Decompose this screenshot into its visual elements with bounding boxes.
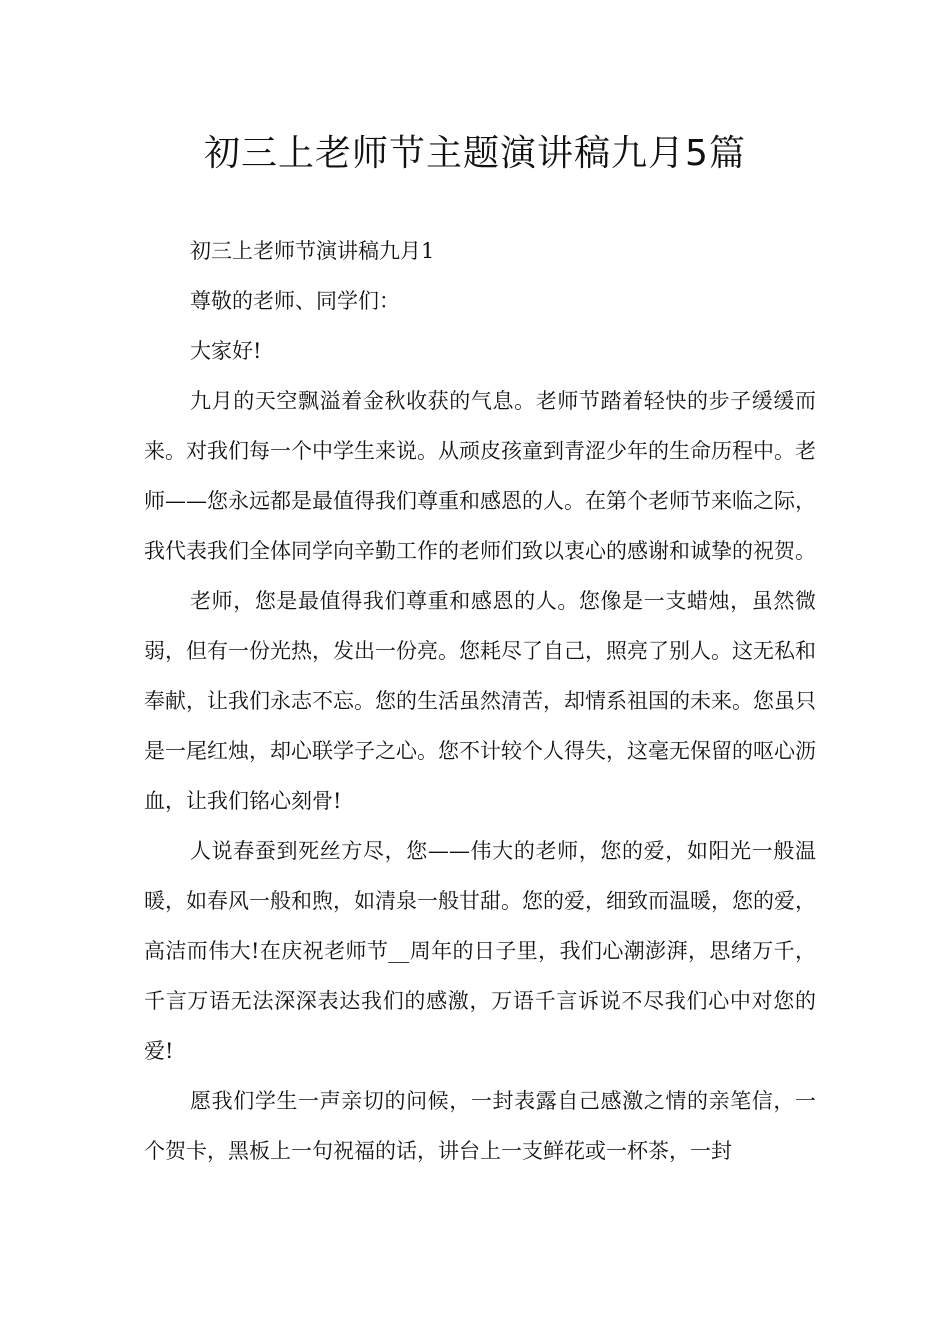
document-title: 初三上老师节主题演讲稿九月5篇 [204, 133, 746, 174]
paragraph-subtitle: 初三上老师节演讲稿九月1 [190, 239, 435, 263]
paragraph-body-2: 老师，您是最值得我们尊重和感恩的人。您像是一支蜡烛，虽然微弱，但有一份光热，发出一份亮。您耗尽了自己，照亮了别人。这无私和奉献，让我们永志不忘。您的生活虽然清苦，却情系祖国的未来。您虽只是一尾红烛，却心联学子之心。您不计较个人得失，这毫无保留的呕心沥血，让我们铭心刻骨! [144, 589, 816, 813]
paragraph-salutation: 尊敬的老师、同学们： [190, 289, 400, 313]
document-body [144, 226, 816, 1176]
paragraph-body-1: 九月的天空飘溢着金秋收获的气息。老师节踏着轻快的步子缓缓而来。对我们每一个中学生来说。从顽皮孩童到青涩少年的生命历程中。老师——您永远都是最值得我们尊重和感恩的人。在第个老师节来临之际，我代表我们全体同学向辛勤工作的老师们致以衷心的感谢和诚挚的祝贺。 [144, 389, 816, 563]
paragraph-body-3: 人说春蚕到死丝方尽，您——伟大的老师，您的爱，如阳光一般温暖，如春风一般和煦，如清泉一般甘甜。您的爱，细致而温暖，您的爱，高洁而伟大!在庆祝老师节__周年的日子里，我们心潮澎湃，思绪万千，千言万语无法深深表达我们的感激，万语千言诉说不尽我们心中对您的爱! [144, 839, 816, 1063]
paragraph-greeting: 大家好! [190, 339, 262, 363]
paragraph-body-4: 愿我们学生一声亲切的问候，一封表露自己感激之情的亲笔信，一个贺卡，黑板上一句祝福的话，讲台上一支鲜花或一杯茶，一封 [144, 1089, 816, 1163]
